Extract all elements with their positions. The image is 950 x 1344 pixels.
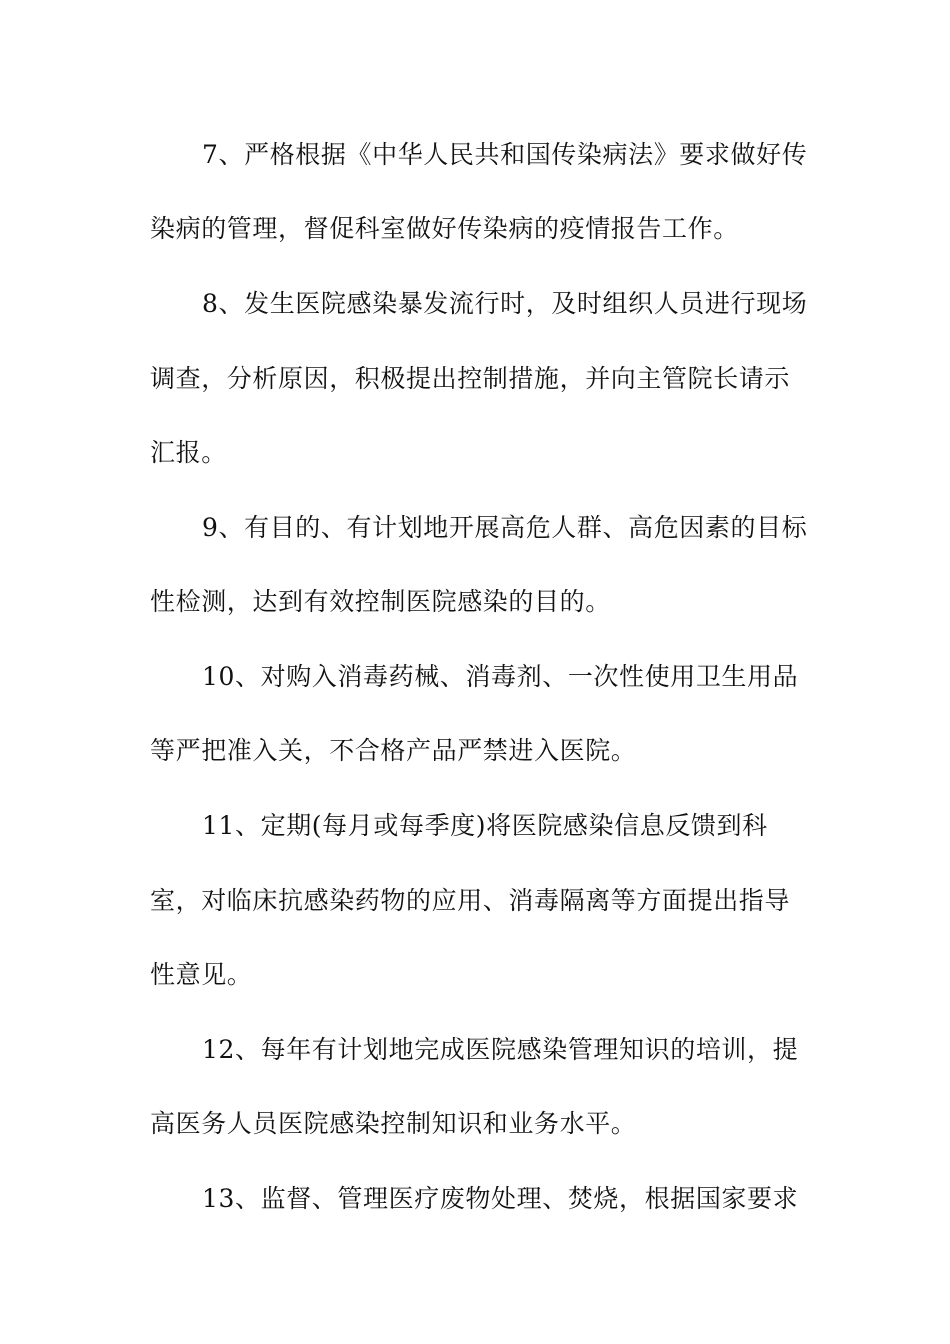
- paragraph-12-line-2: 高医务人员医院感染控制知识和业务水平。: [150, 1109, 637, 1138]
- paragraph-13-line-1: 13、监督、管理医疗废物处理、焚烧，根据国家要求: [202, 1184, 799, 1213]
- paragraph-8-line-1: 8、发生医院感染暴发流行时，及时组织人员进行现场: [202, 289, 808, 318]
- paragraph-7-line-2: 染病的管理，督促科室做好传染病的疫情报告工作。: [150, 214, 739, 243]
- paragraph-11-line-3: 性意见。: [150, 960, 253, 989]
- paragraph-7-line-1: 7、严格根据《中华人民共和国传染病法》要求做好传: [202, 140, 808, 169]
- paragraph-8-line-3: 汇报。: [150, 438, 227, 467]
- paragraph-8-line-2: 调查，分析原因，积极提出控制措施，并向主管院长请示: [150, 364, 791, 393]
- paragraph-11-line-2: 室，对临床抗感染药物的应用、消毒隔离等方面提出指导: [150, 886, 791, 915]
- paragraph-11-line-1: 11、定期(每月或每季度)将医院感染信息反馈到科: [202, 811, 768, 840]
- paragraph-9-line-1: 9、有目的、有计划地开展高危人群、高危因素的目标: [202, 513, 808, 542]
- paragraph-12-line-1: 12、每年有计划地完成医院感染管理知识的培训，提: [202, 1035, 799, 1064]
- paragraph-10-line-2: 等严把准入关，不合格产品严禁进入医院。: [150, 736, 637, 765]
- paragraph-9-line-2: 性检测，达到有效控制医院感染的目的。: [150, 587, 611, 616]
- paragraph-10-line-1: 10、对购入消毒药械、消毒剂、一次性使用卫生用品: [202, 662, 799, 691]
